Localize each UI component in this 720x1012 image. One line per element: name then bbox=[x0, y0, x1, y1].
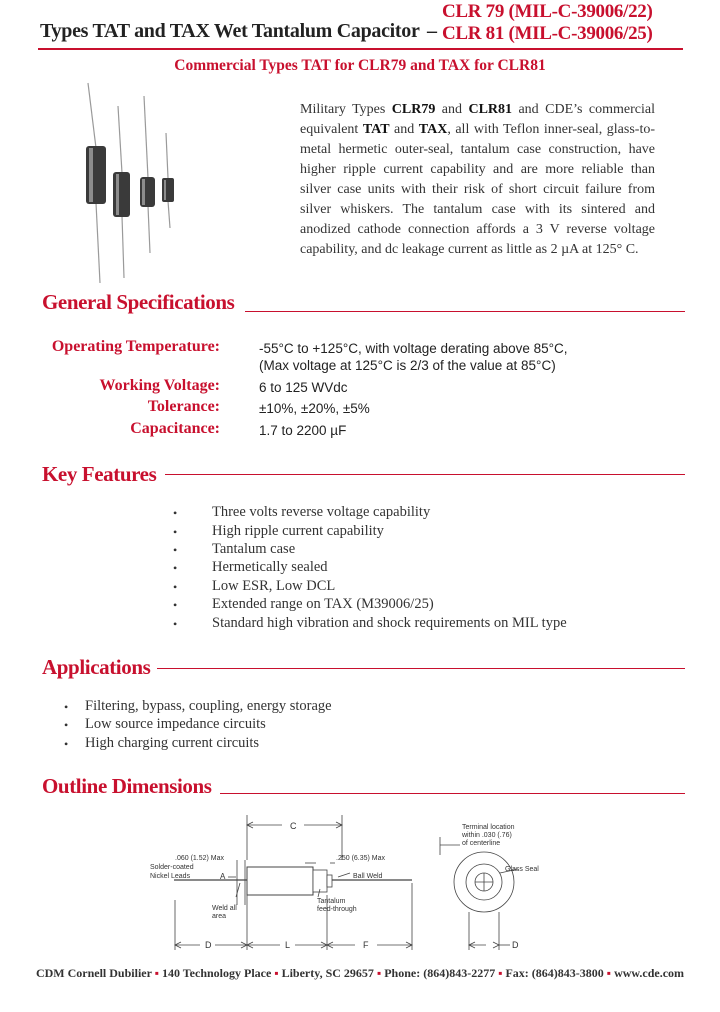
outline-drawing bbox=[0, 805, 720, 963]
footer-separator: ▪ bbox=[606, 966, 612, 980]
bullet-icon: • bbox=[173, 525, 178, 539]
footer-fax: Fax: (864)843-3800 bbox=[505, 966, 604, 980]
working-voltage-value: 6 to 125 WVdc bbox=[259, 380, 348, 395]
key-features-heading: Key Features bbox=[42, 462, 157, 486]
footer-address: 140 Technology Place bbox=[161, 966, 272, 980]
bullet-icon: • bbox=[173, 561, 178, 575]
feature-item: Extended range on TAX (M39006/25) bbox=[212, 596, 434, 612]
bullet-icon: • bbox=[173, 506, 178, 520]
bullet-icon: • bbox=[64, 700, 69, 714]
dim-l-label: L bbox=[285, 940, 291, 950]
tab-max-label: .250 (6.35) Max bbox=[336, 855, 386, 862]
bullet-icon: • bbox=[64, 737, 69, 751]
tolerance-value: ±10%, ±20%, ±5% bbox=[259, 401, 370, 416]
application-item: High charging current circuits bbox=[85, 735, 260, 751]
application-item: Filtering, bypass, coupling, energy storage bbox=[85, 698, 332, 714]
glass-seal-label: Glass Seal bbox=[505, 866, 539, 873]
tolerance-label: Tolerance: bbox=[147, 398, 220, 415]
subtitle: Commercial Types TAT for CLR79 and TAX for CLR81 bbox=[174, 57, 546, 74]
application-item: Low source impedance circuits bbox=[85, 716, 266, 732]
bullet-icon: • bbox=[173, 580, 178, 594]
general-specs-rule bbox=[245, 311, 685, 312]
outline-dimensions-heading: Outline Dimensions bbox=[42, 774, 212, 798]
weld-label-2: area bbox=[212, 913, 227, 920]
footer-separator: ▪ bbox=[274, 966, 279, 980]
operating-temperature-label: Operating Temperature: bbox=[51, 338, 220, 355]
dim-d-label: D bbox=[205, 940, 212, 950]
tantalum-label-2: feed-through bbox=[317, 906, 357, 913]
dim-f-label: F bbox=[363, 940, 369, 950]
capacitance-value: 1.7 to 2200 µF bbox=[259, 423, 347, 438]
lead-max-label: .060 (1.52) Max bbox=[175, 855, 225, 862]
nickel-leads-label: Nickel Leads bbox=[150, 873, 191, 880]
working-voltage-label: Working Voltage: bbox=[99, 377, 220, 394]
outline-dimensions-rule bbox=[220, 793, 685, 794]
clr79-title: CLR 79 (MIL-C-39006/22) bbox=[442, 1, 653, 22]
operating-temperature-value: -55°C to +125°C, with voltage derating above 85°C, bbox=[259, 341, 568, 356]
feature-item: High ripple current capability bbox=[212, 523, 384, 539]
feature-item: Low ESR, Low DCL bbox=[212, 578, 336, 594]
applications-heading: Applications bbox=[42, 655, 151, 679]
capacitor-photo bbox=[78, 78, 188, 293]
operating-temperature-note: (Max voltage at 125°C is 2/3 of the value at 85°C) bbox=[259, 358, 556, 373]
dim-a-label: A bbox=[220, 872, 226, 881]
bullet-icon: • bbox=[173, 543, 178, 557]
feature-item: Three volts reverse voltage capability bbox=[212, 504, 431, 520]
feature-item: Tantalum case bbox=[212, 541, 296, 557]
terminal-label-1: Terminal location bbox=[462, 824, 515, 831]
footer-web-link[interactable]: www.cde.com bbox=[614, 966, 685, 980]
footer-city: Liberty, SC 29657 bbox=[281, 966, 374, 980]
tantalum-label-1: Tantalum bbox=[317, 898, 346, 905]
footer-contact bbox=[0, 966, 720, 981]
page-title: Types TAT and TAX Wet Tantalum Capacitor bbox=[40, 20, 420, 42]
title-dash: – bbox=[427, 20, 437, 42]
header-rule bbox=[38, 48, 683, 50]
feature-item: Hermetically sealed bbox=[212, 559, 328, 575]
weld-label-1: Weld all bbox=[212, 905, 237, 912]
ball-weld-label: Ball Weld bbox=[353, 873, 383, 880]
clr81-title: CLR 81 (MIL-C-39006/25) bbox=[442, 23, 653, 44]
general-specs-heading: General Specifications bbox=[42, 290, 235, 314]
capacitor-smallest bbox=[162, 178, 174, 202]
applications-rule bbox=[157, 668, 685, 669]
bullet-icon: • bbox=[173, 598, 178, 612]
capacitance-label: Capacitance: bbox=[130, 420, 220, 437]
footer-separator: ▪ bbox=[498, 966, 503, 980]
solder-leads-label: Solder-coated bbox=[150, 864, 194, 871]
terminal-label-3: of centerline bbox=[462, 840, 501, 847]
bullet-icon: • bbox=[64, 718, 69, 732]
feature-item: Standard high vibration and shock requirements on MIL type bbox=[212, 615, 567, 631]
footer-separator: ▪ bbox=[376, 966, 382, 980]
intro-paragraph: Military Types CLR79 and CLR81 and CDE’s commercial equivalent TAT and TAX, all with Teflon inner-seal, glass-to-metal hermetic outer-seal, tantalum case construction, have higher ripple current capability and are more reliable than silver case units with their risk of short circuit failure from silver whiskers. The tantalum case with its sintered and anodized cathode connection affords a 3 V reverse voltage capability, and dc leakage current as little as 2 µA at 125° C. bbox=[300, 102, 655, 257]
bullet-icon: • bbox=[173, 617, 178, 631]
footer-separator: ▪ bbox=[154, 966, 159, 980]
dim-d2-label: D bbox=[512, 940, 519, 950]
capacitor-medium bbox=[113, 172, 130, 217]
footer-phone: Phone: (864)843-2277 bbox=[384, 966, 496, 980]
key-features-rule bbox=[165, 474, 685, 475]
footer-company: CDM Cornell Dubilier bbox=[35, 966, 152, 980]
terminal-label-2: within .030 (.76) bbox=[462, 832, 512, 839]
dim-c-label: C bbox=[290, 821, 297, 831]
